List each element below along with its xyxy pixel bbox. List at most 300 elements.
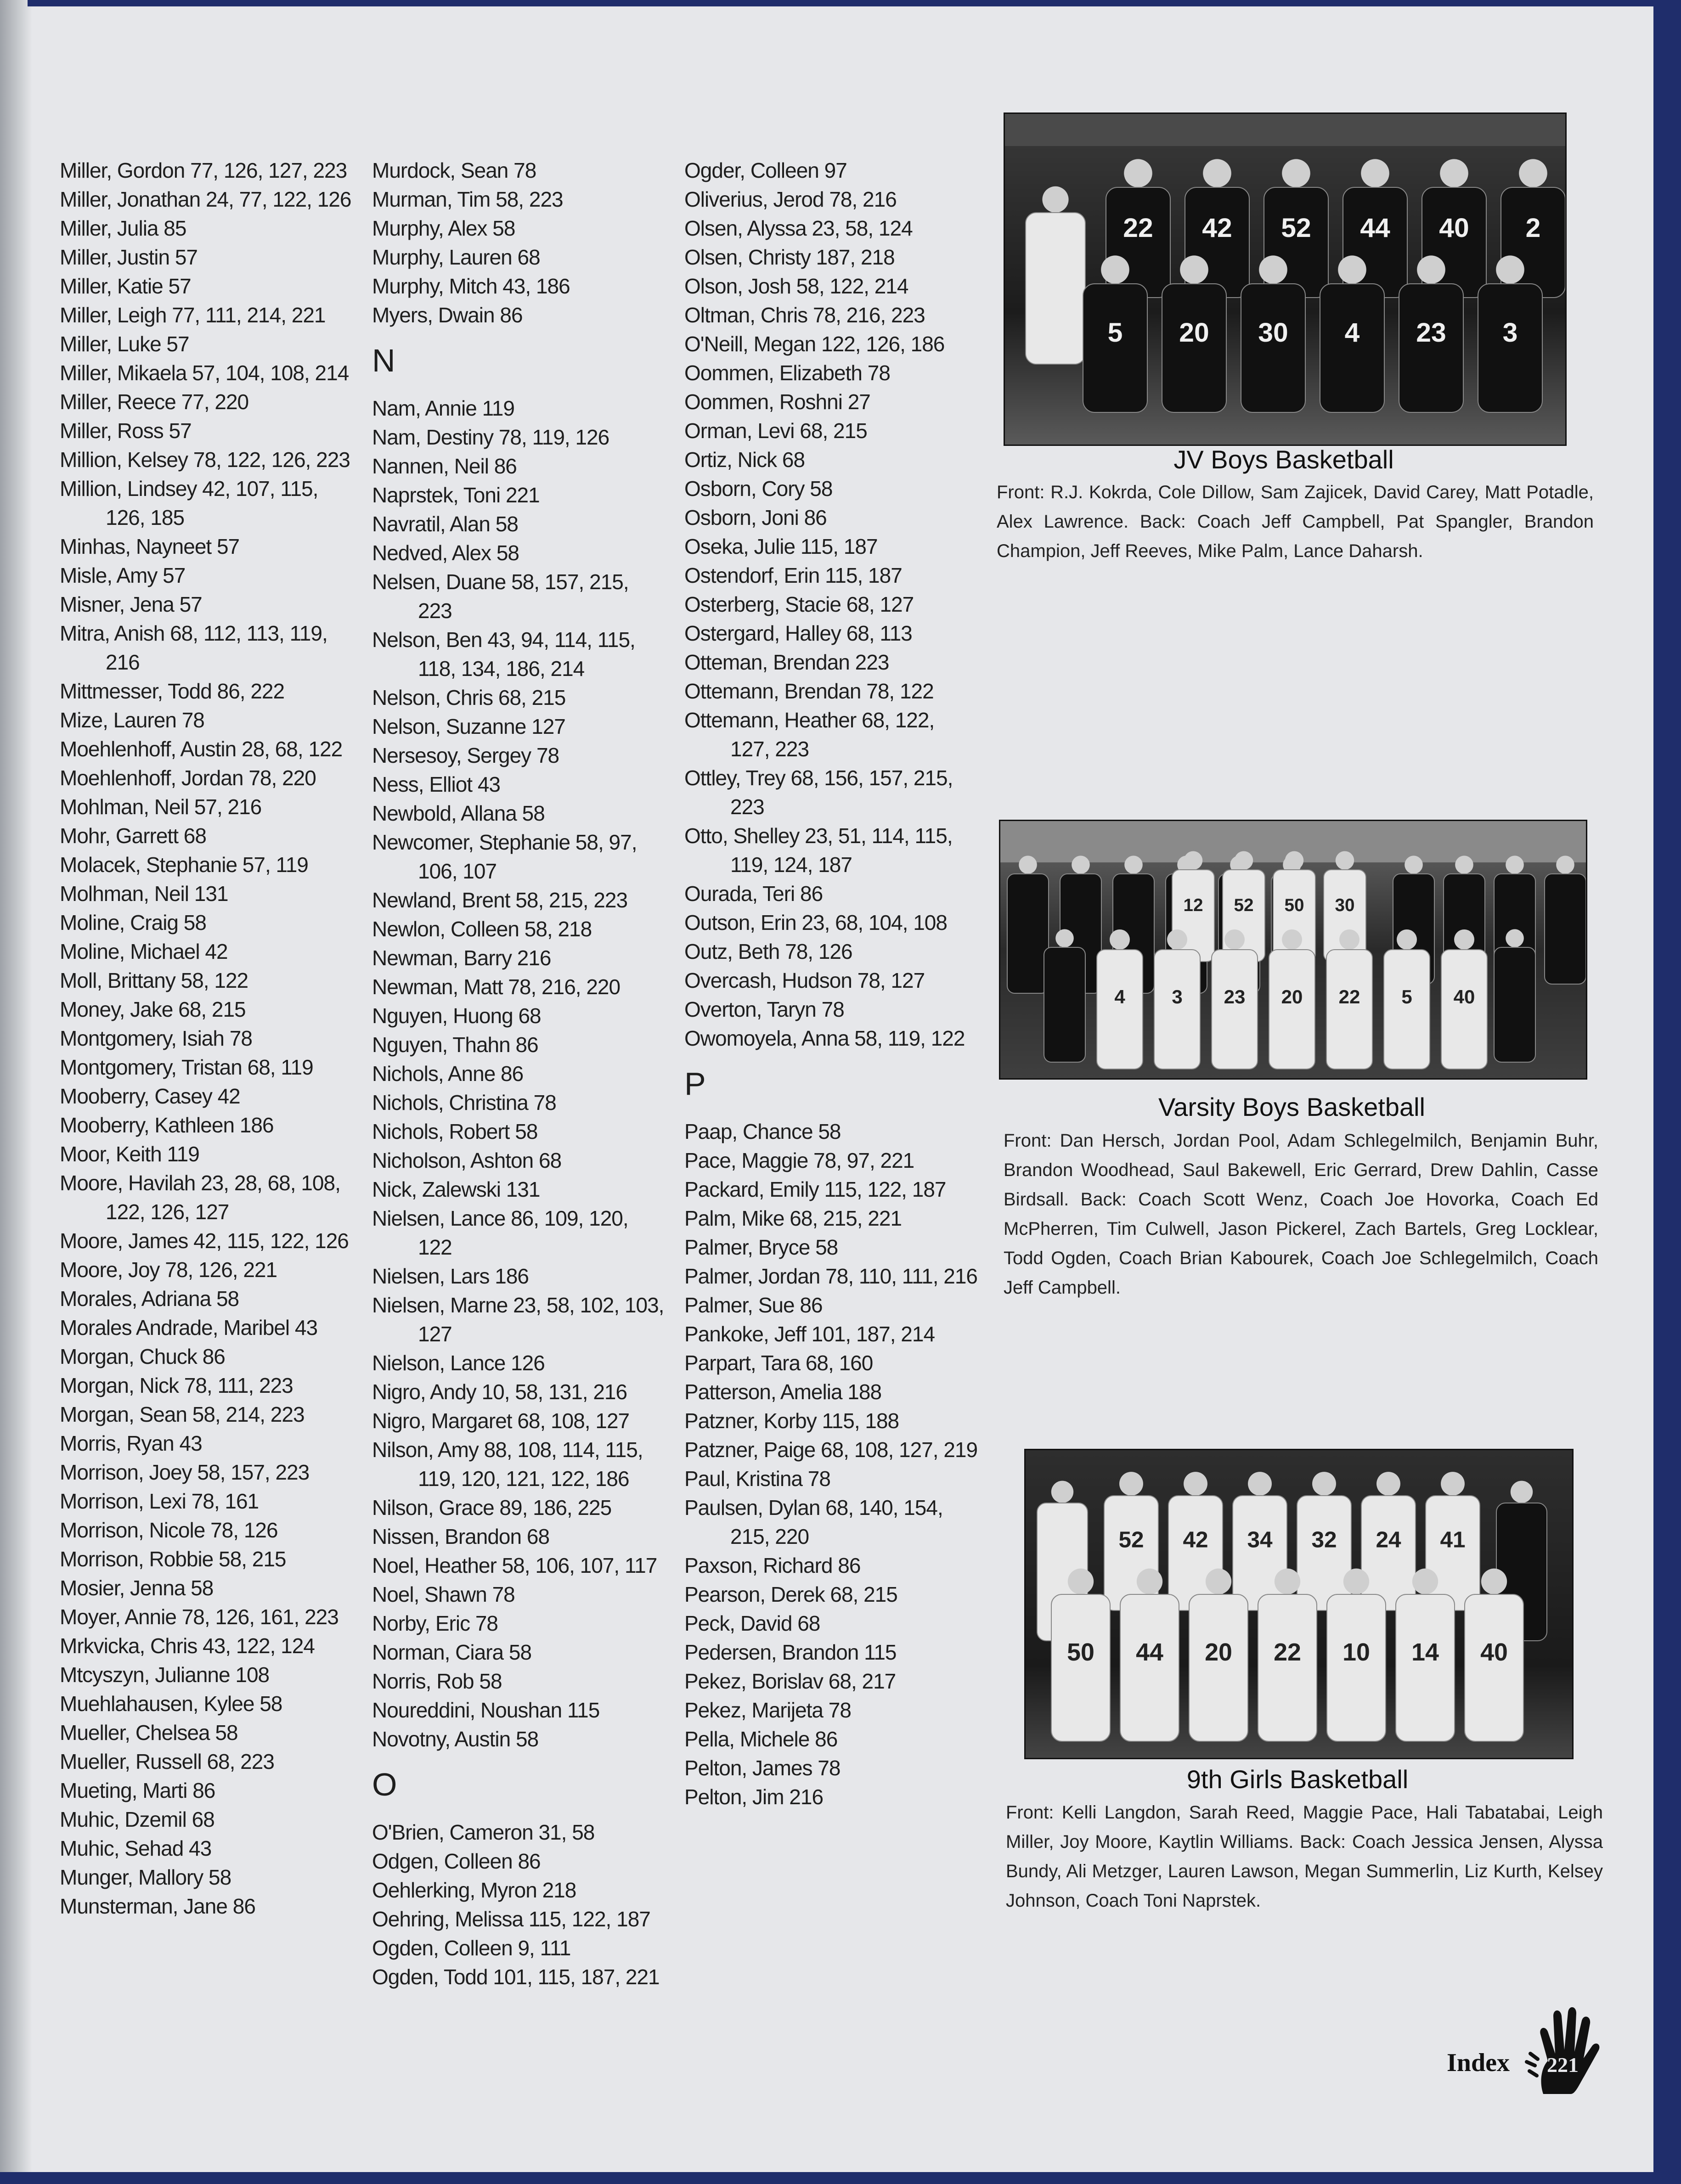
jersey-number: 50 <box>1284 895 1304 915</box>
jersey-number: 22 <box>1123 213 1153 243</box>
index-entry: Norby, Eric 78 <box>372 1611 498 1635</box>
index-entry: Ottley, Trey 68, 156, 157, 215, 223 <box>684 766 953 819</box>
jersey-number: 44 <box>1136 1638 1163 1666</box>
index-entry: Paulsen, Dylan 68, 140, 154, 215, 220 <box>684 1496 943 1548</box>
index-entry: Morales Andrade, Maribel 43 <box>60 1316 318 1340</box>
jv-photo-caption: Front: R.J. Kokrda, Cole Dillow, Sam Zajicek, David Carey, Matt Potadle, Alex Lawrence. Back: Coach Jeff Campbell, Pat Spangler, Brandon Champion, Jeff Reeves, Mike Palm, Lance Daharsh. <box>997 482 1594 561</box>
index-entry: Moline, Craig 58 <box>60 911 206 934</box>
index-entry: Muhic, Sehad 43 <box>60 1836 212 1860</box>
index-entry: Ostergard, Halley 68, 113 <box>684 621 912 645</box>
jersey-number: 41 <box>1440 1526 1466 1553</box>
player-jersey <box>1154 950 1200 1069</box>
player-jersey <box>1384 950 1430 1069</box>
index-entry: Pelton, James 78 <box>684 1756 840 1780</box>
index-entry: Murman, Tim 58, 223 <box>372 187 563 211</box>
player-head <box>1124 159 1152 187</box>
index-entry: Palmer, Sue 86 <box>684 1293 823 1317</box>
player-head <box>1110 929 1130 950</box>
index-entry: Overcash, Hudson 78, 127 <box>684 968 925 992</box>
index-entry: Moll, Brittany 58, 122 <box>60 968 248 992</box>
index-entry: Packard, Emily 115, 122, 187 <box>684 1177 946 1201</box>
jersey-number: 4 <box>1344 318 1360 348</box>
index-entry: Morgan, Sean 58, 214, 223 <box>60 1402 305 1426</box>
index-entry: Nielsen, Marne 23, 58, 102, 103, 127 <box>372 1293 664 1346</box>
player-head <box>1055 929 1074 947</box>
jersey-number: 44 <box>1360 213 1390 243</box>
varsity-photo-caption: Front: Dan Hersch, Jordan Pool, Adam Schlegelmilch, Benjamin Buhr, Brandon Woodhead, Saul Bakewell, Eric Gerrard, Drew Dahlin, Casse Birdsall. Back: Coach Scott Wenz, Coach Joe Hovorka, Coach Ed McPherren, Tim Culwell, Jason Pickerel, Zach Bartels, Greg Locklear, Todd Ogden, Coach Brian Kabourek, Coach Joe Schlegelmilch, Coach Jeff Campbell. <box>1004 1131 1598 1298</box>
index-entry: Morgan, Chuck 86 <box>60 1345 225 1368</box>
player-head <box>1203 159 1231 187</box>
index-entry: Pankoke, Jeff 101, 187, 214 <box>684 1322 935 1346</box>
index-entry: Newland, Brent 58, 215, 223 <box>372 888 628 912</box>
bottom-border <box>0 2172 1681 2184</box>
jersey-number: 40 <box>1480 1638 1508 1666</box>
jersey-number: 50 <box>1067 1638 1094 1666</box>
jersey-number: 40 <box>1453 986 1475 1008</box>
player-jersey <box>1441 950 1487 1069</box>
player-jersey <box>1258 1594 1317 1741</box>
page-number: 221 <box>1547 2053 1579 2077</box>
index-label: Index <box>1447 2049 1510 2077</box>
index-entry: Ogder, Colleen 97 <box>684 158 847 182</box>
player-head <box>1441 1472 1465 1496</box>
index-entry: Nelsen, Duane 58, 157, 215, 223 <box>372 570 629 623</box>
index-entry: Miller, Reece 77, 220 <box>60 390 249 414</box>
index-entry: Owomoyela, Anna 58, 119, 122 <box>684 1026 965 1050</box>
jersey-number: 22 <box>1338 986 1360 1008</box>
index-entry: Moore, Joy 78, 126, 221 <box>60 1258 277 1282</box>
index-entry: Palmer, Bryce 58 <box>684 1235 838 1259</box>
index-entry: Nam, Destiny 78, 119, 126 <box>372 425 609 449</box>
index-entry: Nguyen, Thahn 86 <box>372 1033 538 1057</box>
jv-team-photo <box>1004 113 1567 446</box>
hand-icon <box>1525 2002 1608 2094</box>
player-jersey <box>1083 284 1147 412</box>
jersey-number: 23 <box>1416 318 1446 348</box>
jersey-number: 52 <box>1234 895 1254 915</box>
jersey-number: 3 <box>1502 318 1518 348</box>
player-head <box>1440 159 1468 187</box>
index-entry: Pace, Maggie 78, 97, 221 <box>684 1148 914 1172</box>
varsity-team-photo <box>999 820 1587 1080</box>
index-entry: Pelton, Jim 216 <box>684 1785 824 1809</box>
index-entry: Morrison, Nicole 78, 126 <box>60 1518 278 1542</box>
index-entry: Newman, Matt 78, 216, 220 <box>372 975 621 999</box>
player-head <box>1275 1569 1300 1594</box>
index-entry: Molacek, Stephanie 57, 119 <box>60 853 308 877</box>
player-head <box>1511 1481 1533 1503</box>
player-head <box>1051 1481 1073 1503</box>
index-entry: Mueller, Chelsea 58 <box>60 1721 238 1745</box>
player-jersey <box>1233 1496 1287 1610</box>
index-entry: Moyer, Annie 78, 126, 161, 223 <box>60 1605 338 1629</box>
index-entry: Outson, Erin 23, 68, 104, 108 <box>684 911 947 934</box>
player-jersey <box>1044 947 1085 1062</box>
player-head <box>1167 929 1187 950</box>
index-entry: Nelson, Suzanne 127 <box>372 715 565 738</box>
index-entry: Mohr, Garrett 68 <box>60 824 206 848</box>
index-entry: Murphy, Mitch 43, 186 <box>372 274 570 298</box>
index-entry: Novotny, Austin 58 <box>372 1727 539 1751</box>
player-head <box>1124 856 1143 874</box>
index-entry: Mooberry, Casey 42 <box>60 1084 240 1108</box>
index-entry: Moehlenhoff, Austin 28, 68, 122 <box>60 737 343 761</box>
index-entry: Munsterman, Jane 86 <box>60 1894 255 1918</box>
index-entry: Mrkvicka, Chris 43, 122, 124 <box>60 1634 315 1658</box>
player-head <box>1184 851 1202 870</box>
index-entry: Morgan, Nick 78, 111, 223 <box>60 1373 293 1397</box>
index-entry: O'Brien, Cameron 31, 58 <box>372 1820 595 1844</box>
jersey-number: 2 <box>1525 213 1541 243</box>
index-entry: Moor, Keith 119 <box>60 1142 199 1166</box>
index-entry: Molhman, Neil 131 <box>60 882 228 906</box>
jersey-number: 20 <box>1281 986 1303 1008</box>
index-entry: Moehlenhoff, Jordan 78, 220 <box>60 766 316 790</box>
player-jersey <box>1097 950 1143 1069</box>
index-entry: Oliverius, Jerod 78, 216 <box>684 187 897 211</box>
index-entry: Parpart, Tara 68, 160 <box>684 1351 873 1375</box>
player-jersey <box>1297 1496 1351 1610</box>
index-entry: Nigro, Margaret 68, 108, 127 <box>372 1409 630 1433</box>
index-entry: Palmer, Jordan 78, 110, 111, 216 <box>684 1264 978 1288</box>
index-entry: Palm, Mike 68, 215, 221 <box>684 1206 902 1230</box>
index-entry: Norris, Rob 58 <box>372 1669 502 1693</box>
index-entry: Paul, Kristina 78 <box>684 1467 830 1491</box>
index-entry: Mueting, Marti 86 <box>60 1779 215 1802</box>
index-entry: Morrison, Joey 58, 157, 223 <box>60 1460 310 1484</box>
index-entry: Oommen, Roshni 27 <box>684 390 870 414</box>
index-entry: Miller, Leigh 77, 111, 214, 221 <box>60 303 326 327</box>
index-entry: Pedersen, Brandon 115 <box>684 1640 897 1664</box>
index-entry: Oehring, Melissa 115, 122, 187 <box>372 1907 650 1931</box>
index-entry: Otto, Shelley 23, 51, 114, 115, 119, 124, 187 <box>684 824 953 877</box>
player-jersey <box>1212 950 1258 1069</box>
player-jersey <box>1399 284 1463 412</box>
index-entry: Murdock, Sean 78 <box>372 158 536 182</box>
index-entry: Nam, Annie 119 <box>372 396 514 420</box>
player-head <box>1119 1472 1143 1496</box>
index-entry: Mtcyszyn, Julianne 108 <box>60 1663 270 1687</box>
player-jersey <box>1465 1594 1523 1741</box>
index-entry: Pearson, Derek 68, 215 <box>684 1582 897 1606</box>
index-entry: Outz, Beth 78, 126 <box>684 940 852 963</box>
girls-photo-image <box>1026 1450 1572 1758</box>
jersey-number: 12 <box>1183 895 1203 915</box>
index-entry: Miller, Ross 57 <box>60 419 192 443</box>
index-entry: Osborn, Joni 86 <box>684 506 827 529</box>
index-entry: Ortiz, Nick 68 <box>684 448 805 472</box>
index-entry: Noel, Heather 58, 106, 107, 117 <box>372 1554 657 1577</box>
jersey-number: 42 <box>1183 1526 1208 1553</box>
player-head <box>1506 929 1524 947</box>
player-head <box>1506 856 1524 874</box>
index-entry: Ourada, Teri 86 <box>684 882 823 906</box>
index-entry: Nielsen, Lars 186 <box>372 1264 529 1288</box>
index-entry: Overton, Taryn 78 <box>684 997 844 1021</box>
index-entry: Ottemann, Brendan 78, 122 <box>684 679 934 703</box>
index-entry: Moore, James 42, 115, 122, 126 <box>60 1229 349 1253</box>
index-entry: Nick, Zalewski 131 <box>372 1177 540 1201</box>
index-entry: Montgomery, Tristan 68, 119 <box>60 1055 313 1079</box>
right-border <box>1653 0 1681 2184</box>
index-entry: Peck, David 68 <box>684 1611 820 1635</box>
player-head <box>1285 851 1303 870</box>
player-jersey <box>1120 1594 1179 1741</box>
index-entry: Noureddini, Noushan 115 <box>372 1698 600 1722</box>
top-border <box>28 0 1681 6</box>
player-head <box>1137 1569 1162 1594</box>
index-entry: Newman, Barry 216 <box>372 946 551 970</box>
index-entry: Nichols, Robert 58 <box>372 1120 538 1143</box>
player-jersey <box>1051 1594 1110 1741</box>
index-entry: Ottemann, Heather 68, 122, 127, 223 <box>684 708 935 761</box>
index-entry: Minhas, Nayneet 57 <box>60 535 240 558</box>
section-letter-o: O <box>372 1767 397 1802</box>
jersey-number: 52 <box>1118 1526 1144 1553</box>
index-entry: Mitra, Anish 68, 112, 113, 119, 216 <box>60 621 327 674</box>
index-entry: Misner, Jena 57 <box>60 592 202 616</box>
player-head <box>1206 1569 1231 1594</box>
index-entry: Moore, Havilah 23, 28, 68, 108, 122, 126, 127 <box>60 1171 340 1224</box>
index-entry: Nilson, Amy 88, 108, 114, 115, 119, 120, 121, 122, 186 <box>372 1438 643 1491</box>
jersey-number: 5 <box>1107 318 1123 348</box>
index-entry: Olsen, Christy 187, 218 <box>684 245 895 269</box>
index-entry: Mize, Lauren 78 <box>60 708 204 732</box>
jersey-number: 30 <box>1335 895 1355 915</box>
player-jersey <box>1426 1496 1480 1610</box>
jersey-number: 20 <box>1205 1638 1232 1666</box>
index-entry: Nilson, Grace 89, 186, 225 <box>372 1496 612 1520</box>
player-head <box>1556 856 1574 874</box>
index-entry: Morales, Adriana 58 <box>60 1287 239 1311</box>
index-entry: Oseka, Julie 115, 187 <box>684 535 878 558</box>
index-entry: Miller, Mikaela 57, 104, 108, 214 <box>60 361 349 385</box>
index-entry: Oltman, Chris 78, 216, 223 <box>684 303 925 327</box>
player-jersey <box>1361 1496 1416 1610</box>
player-head <box>1405 856 1423 874</box>
player-jersey <box>1545 874 1586 984</box>
index-entry: Nelson, Ben 43, 94, 114, 115, 118, 134, 186, 214 <box>372 628 635 681</box>
index-entry: Murphy, Alex 58 <box>372 216 515 240</box>
index-entry: Murphy, Lauren 68 <box>372 245 540 269</box>
jersey-number: 5 <box>1401 986 1412 1008</box>
jersey-number: 10 <box>1343 1638 1370 1666</box>
index-entry: Odgen, Colleen 86 <box>372 1849 541 1873</box>
index-entry: O'Neill, Megan 122, 126, 186 <box>684 332 945 356</box>
index-entry: Newcomer, Stephanie 58, 97, 106, 107 <box>372 830 637 883</box>
index-entry: Nielsen, Lance 86, 109, 120, 122 <box>372 1206 628 1259</box>
varsity-photo-title: Varsity Boys Basketball <box>1158 1092 1425 1121</box>
index-entry: Osborn, Cory 58 <box>684 477 833 501</box>
index-entry: Mittmesser, Todd 86, 222 <box>60 679 285 703</box>
player-jersey <box>1478 284 1542 412</box>
index-entry: Pekez, Borislav 68, 217 <box>684 1669 896 1693</box>
index-entry: Newbold, Allana 58 <box>372 801 545 825</box>
index-entry: Morrison, Lexi 78, 161 <box>60 1489 259 1513</box>
index-entry: Moline, Michael 42 <box>60 940 228 963</box>
index-entry: Million, Lindsey 42, 107, 115, 126, 185 <box>60 477 318 529</box>
player-head <box>1248 1472 1272 1496</box>
player-head <box>1376 1472 1400 1496</box>
player-head <box>1481 1569 1507 1594</box>
player-jersey <box>1396 1594 1455 1741</box>
index-entry: Ogden, Colleen 9, 111 <box>372 1936 571 1960</box>
index-entry: Miller, Katie 57 <box>60 274 191 298</box>
index-entry: Morrison, Robbie 58, 215 <box>60 1547 286 1571</box>
player-jersey <box>1269 950 1315 1069</box>
index-entry: Navratil, Alan 58 <box>372 512 518 536</box>
index-entry: Oommen, Elizabeth 78 <box>684 361 890 385</box>
player-head <box>1339 929 1359 950</box>
player-head <box>1338 255 1366 284</box>
player-head <box>1361 159 1389 187</box>
index-entry: Montgomery, Isiah 78 <box>60 1026 252 1050</box>
player-head <box>1235 851 1253 870</box>
section-letter-p: P <box>684 1066 706 1102</box>
index-entry: Orman, Levi 68, 215 <box>684 419 867 443</box>
index-entry: Nichols, Christina 78 <box>372 1091 556 1115</box>
player-head <box>1042 186 1068 213</box>
index-entry: Muhic, Dzemil 68 <box>60 1807 214 1831</box>
index-entry: Nissen, Brandon 68 <box>372 1525 550 1548</box>
index-entry: Olsen, Alyssa 23, 58, 124 <box>684 216 913 240</box>
player-jersey <box>1189 1594 1248 1741</box>
index-entry: Morris, Ryan 43 <box>60 1431 202 1455</box>
player-head <box>1312 1472 1336 1496</box>
index-entry: Nannen, Neil 86 <box>372 454 517 478</box>
player-jersey <box>1241 284 1305 412</box>
jersey-number: 22 <box>1274 1638 1301 1666</box>
player-head <box>1412 1569 1438 1594</box>
index-entry: Ogden, Todd 101, 115, 187, 221 <box>372 1965 660 1989</box>
player-jersey <box>1494 947 1535 1062</box>
index-entry: Muehlahausen, Kylee 58 <box>60 1692 282 1716</box>
girls-photo-title: 9th Girls Basketball <box>1186 1765 1409 1794</box>
index-entry: Munger, Mallory 58 <box>60 1865 231 1889</box>
index-entry: Ness, Elliot 43 <box>372 772 501 796</box>
index-entry: Olson, Josh 58, 122, 214 <box>684 274 908 298</box>
player-head <box>1519 159 1547 187</box>
jv-photo-title: JV Boys Basketball <box>1173 445 1394 474</box>
index-entry: Otteman, Brendan 223 <box>684 650 889 674</box>
player-jersey <box>1320 284 1384 412</box>
girls-photo-caption: Front: Kelli Langdon, Sarah Reed, Maggie Pace, Hali Tabatabai, Leigh Miller, Joy Moore, Kaytlin Williams. Back: Coach Jessica Jensen, Alyssa Bundy, Ali Metzger, Lauren Lawson, Megan Summerlin, Liz Kurth, Kelsey Johnson, Coach Toni Naprstek. <box>1006 1802 1603 1911</box>
index-entry: Nigro, Andy 10, 58, 131, 216 <box>372 1380 627 1404</box>
player-head <box>1282 159 1310 187</box>
index-entry: Mueller, Russell 68, 223 <box>60 1750 274 1773</box>
section-letter-n: N <box>372 343 395 378</box>
player-jersey <box>1007 874 1049 993</box>
index-entry: Mooberry, Kathleen 186 <box>60 1113 274 1137</box>
jersey-number: 14 <box>1411 1638 1439 1666</box>
jersey-number: 24 <box>1376 1526 1401 1553</box>
index-entry: Ostendorf, Erin 115, 187 <box>684 563 902 587</box>
player-head <box>1397 929 1417 950</box>
index-entry: Mosier, Jenna 58 <box>60 1576 214 1600</box>
index-entry: Money, Jake 68, 215 <box>60 997 246 1021</box>
jersey-number: 40 <box>1439 213 1469 243</box>
index-entry: Naprstek, Toni 221 <box>372 483 540 507</box>
player-jersey <box>1162 284 1226 412</box>
index-entry: Miller, Julia 85 <box>60 216 186 240</box>
index-entry: Pekez, Marijeta 78 <box>684 1698 851 1722</box>
index-entry: Miller, Gordon 77, 126, 127, 223 <box>60 158 347 182</box>
player-head <box>1180 255 1208 284</box>
jersey-number: 42 <box>1202 213 1232 243</box>
index-entry: Nersesoy, Sergey 78 <box>372 743 559 767</box>
player-head <box>1282 929 1302 950</box>
player-head <box>1101 255 1129 284</box>
jersey-number: 20 <box>1179 318 1209 348</box>
player-head <box>1454 929 1474 950</box>
player-head <box>1068 1569 1094 1594</box>
binding-gutter <box>0 0 32 2184</box>
player-jersey <box>1326 950 1372 1069</box>
player-head <box>1336 851 1354 870</box>
player-head <box>1184 1472 1207 1496</box>
girls-team-photo <box>1024 1449 1574 1759</box>
jersey-number: 34 <box>1247 1526 1273 1553</box>
index-entry: Million, Kelsey 78, 122, 126, 223 <box>60 448 350 472</box>
index-entry: Nielson, Lance 126 <box>372 1351 545 1375</box>
player-head <box>1019 856 1037 874</box>
index-entry: Nedved, Alex 58 <box>372 541 519 565</box>
index-entry: Oehlerking, Myron 218 <box>372 1878 576 1902</box>
index-entry: Nelson, Chris 68, 215 <box>372 686 566 709</box>
index-entry: Misle, Amy 57 <box>60 563 186 587</box>
varsity-photo-image <box>1000 821 1586 1078</box>
index-entry: Noel, Shawn 78 <box>372 1582 515 1606</box>
player-head <box>1259 255 1287 284</box>
player-head <box>1072 856 1090 874</box>
jersey-number: 30 <box>1258 318 1288 348</box>
index-entry: Patzner, Paige 68, 108, 127, 219 <box>684 1438 978 1462</box>
index-entry: Osterberg, Stacie 68, 127 <box>684 592 914 616</box>
index-column-3 <box>684 156 978 1812</box>
index-entry: Miller, Justin 57 <box>60 245 198 269</box>
jersey-number: 4 <box>1114 986 1125 1008</box>
player-head <box>1496 255 1524 284</box>
jersey-number: 32 <box>1311 1526 1337 1553</box>
index-column-1 <box>60 156 354 1921</box>
index-entry: Nicholson, Ashton 68 <box>372 1148 562 1172</box>
index-entry: Paap, Chance 58 <box>684 1120 841 1143</box>
player-jersey <box>1327 1594 1386 1741</box>
index-entry: Patterson, Amelia 188 <box>684 1380 882 1404</box>
jersey-number: 3 <box>1172 986 1183 1008</box>
index-entry: Paxson, Richard 86 <box>684 1554 861 1577</box>
index-entry: Nguyen, Huong 68 <box>372 1004 541 1028</box>
index-column-2 <box>372 156 666 1992</box>
player-jersey <box>1026 213 1085 364</box>
player-head <box>1224 929 1245 950</box>
player-head <box>1343 1569 1369 1594</box>
jv-photo-image <box>1005 114 1565 445</box>
jersey-number: 23 <box>1224 986 1246 1008</box>
index-entry: Patzner, Korby 115, 188 <box>684 1409 899 1433</box>
jersey-number: 52 <box>1281 213 1311 243</box>
index-entry: Pella, Michele 86 <box>684 1727 838 1751</box>
index-entry: Miller, Luke 57 <box>60 332 189 356</box>
index-entry: Newlon, Colleen 58, 218 <box>372 917 592 941</box>
index-entry: Miller, Jonathan 24, 77, 122, 126 <box>60 187 351 211</box>
index-entry: Myers, Dwain 86 <box>372 303 523 327</box>
index-entry: Mohlman, Neil 57, 216 <box>60 795 262 819</box>
player-head <box>1455 856 1473 874</box>
index-entry: Norman, Ciara 58 <box>372 1640 532 1664</box>
index-entry: Nichols, Anne 86 <box>372 1062 524 1086</box>
player-head <box>1417 255 1445 284</box>
